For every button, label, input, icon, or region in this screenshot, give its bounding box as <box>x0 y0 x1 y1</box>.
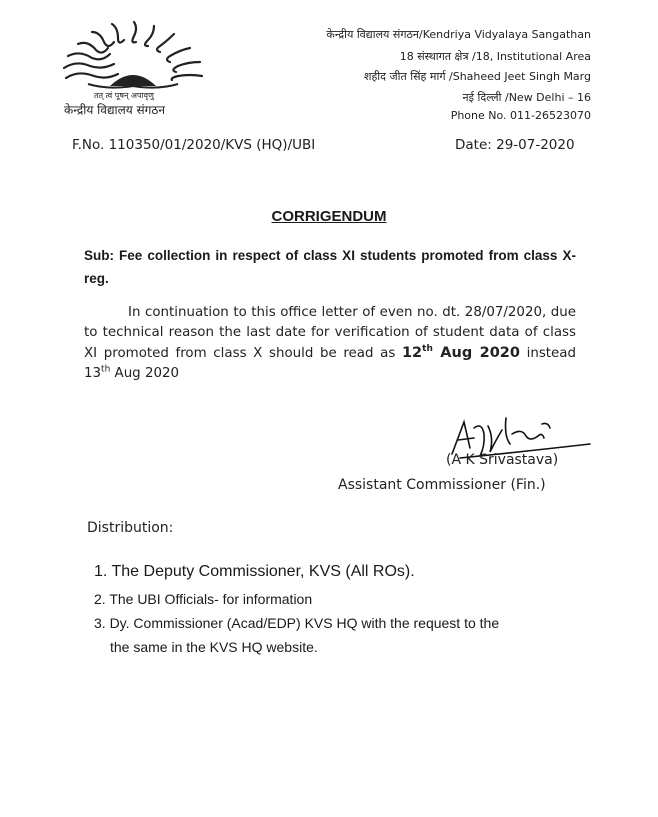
address-line-phone: Phone No. 011-26523070 <box>450 109 591 122</box>
letter-date: Date: 29-07-2020 <box>455 137 575 153</box>
body-text-lead: In continuation to this office letter of even no. dt. 28/07/2020, due to technical reason the last date for verification of student data of class XI promoted from class X should be read as <box>84 305 576 361</box>
distribution-item: 1. The Deputy Commissioner, KVS (All ROs). <box>94 563 415 580</box>
address-line-city: नई दिल्ली /New Delhi – 16 <box>462 91 591 104</box>
old-date: 13th Aug 2020 <box>84 364 180 381</box>
new-date: 12th Aug 2020 <box>401 344 520 361</box>
file-number: F.No. 110350/01/2020/KVS (HQ)/UBI <box>72 137 316 153</box>
kvs-logo <box>58 20 208 120</box>
address-line-org: केन्द्रीय विद्यालय संगठन/Kendriya Vidyalaya Sangathan <box>326 28 591 41</box>
distribution-item: 3. Dy. Commissioner (Acad/EDP) KVS HQ with the request to the <box>94 615 500 631</box>
address-line-area: 18 संस्थागत क्षेत्र /18, Institutional Area <box>399 50 591 63</box>
distribution-item-continuation: the same in the KVS HQ website. <box>110 639 318 655</box>
rising-sun-emblem-icon <box>58 20 208 92</box>
page-title: CORRIGENDUM <box>271 208 387 225</box>
body-paragraph <box>84 303 576 384</box>
logo-org-name: केन्द्रीय विद्यालय संगठन <box>64 103 166 117</box>
subject-line: Sub: Fee collection in respect of class XI students promoted from class X- reg. <box>84 248 576 286</box>
signatory-name: (A K Srivastava) <box>446 452 559 468</box>
distribution-heading: Distribution: <box>87 520 174 536</box>
address-line-marg: शहीद जीत सिंह मार्ग /Shaheed Jeet Singh Marg <box>363 70 591 83</box>
distribution-item: 2. The UBI Officials- for information <box>94 591 313 607</box>
logo-tagline: तत् त्वं पूषन् अपावृणु <box>94 91 154 100</box>
signatory-designation: Assistant Commissioner (Fin.) <box>338 477 546 493</box>
body-text-middle: instead <box>519 346 576 361</box>
